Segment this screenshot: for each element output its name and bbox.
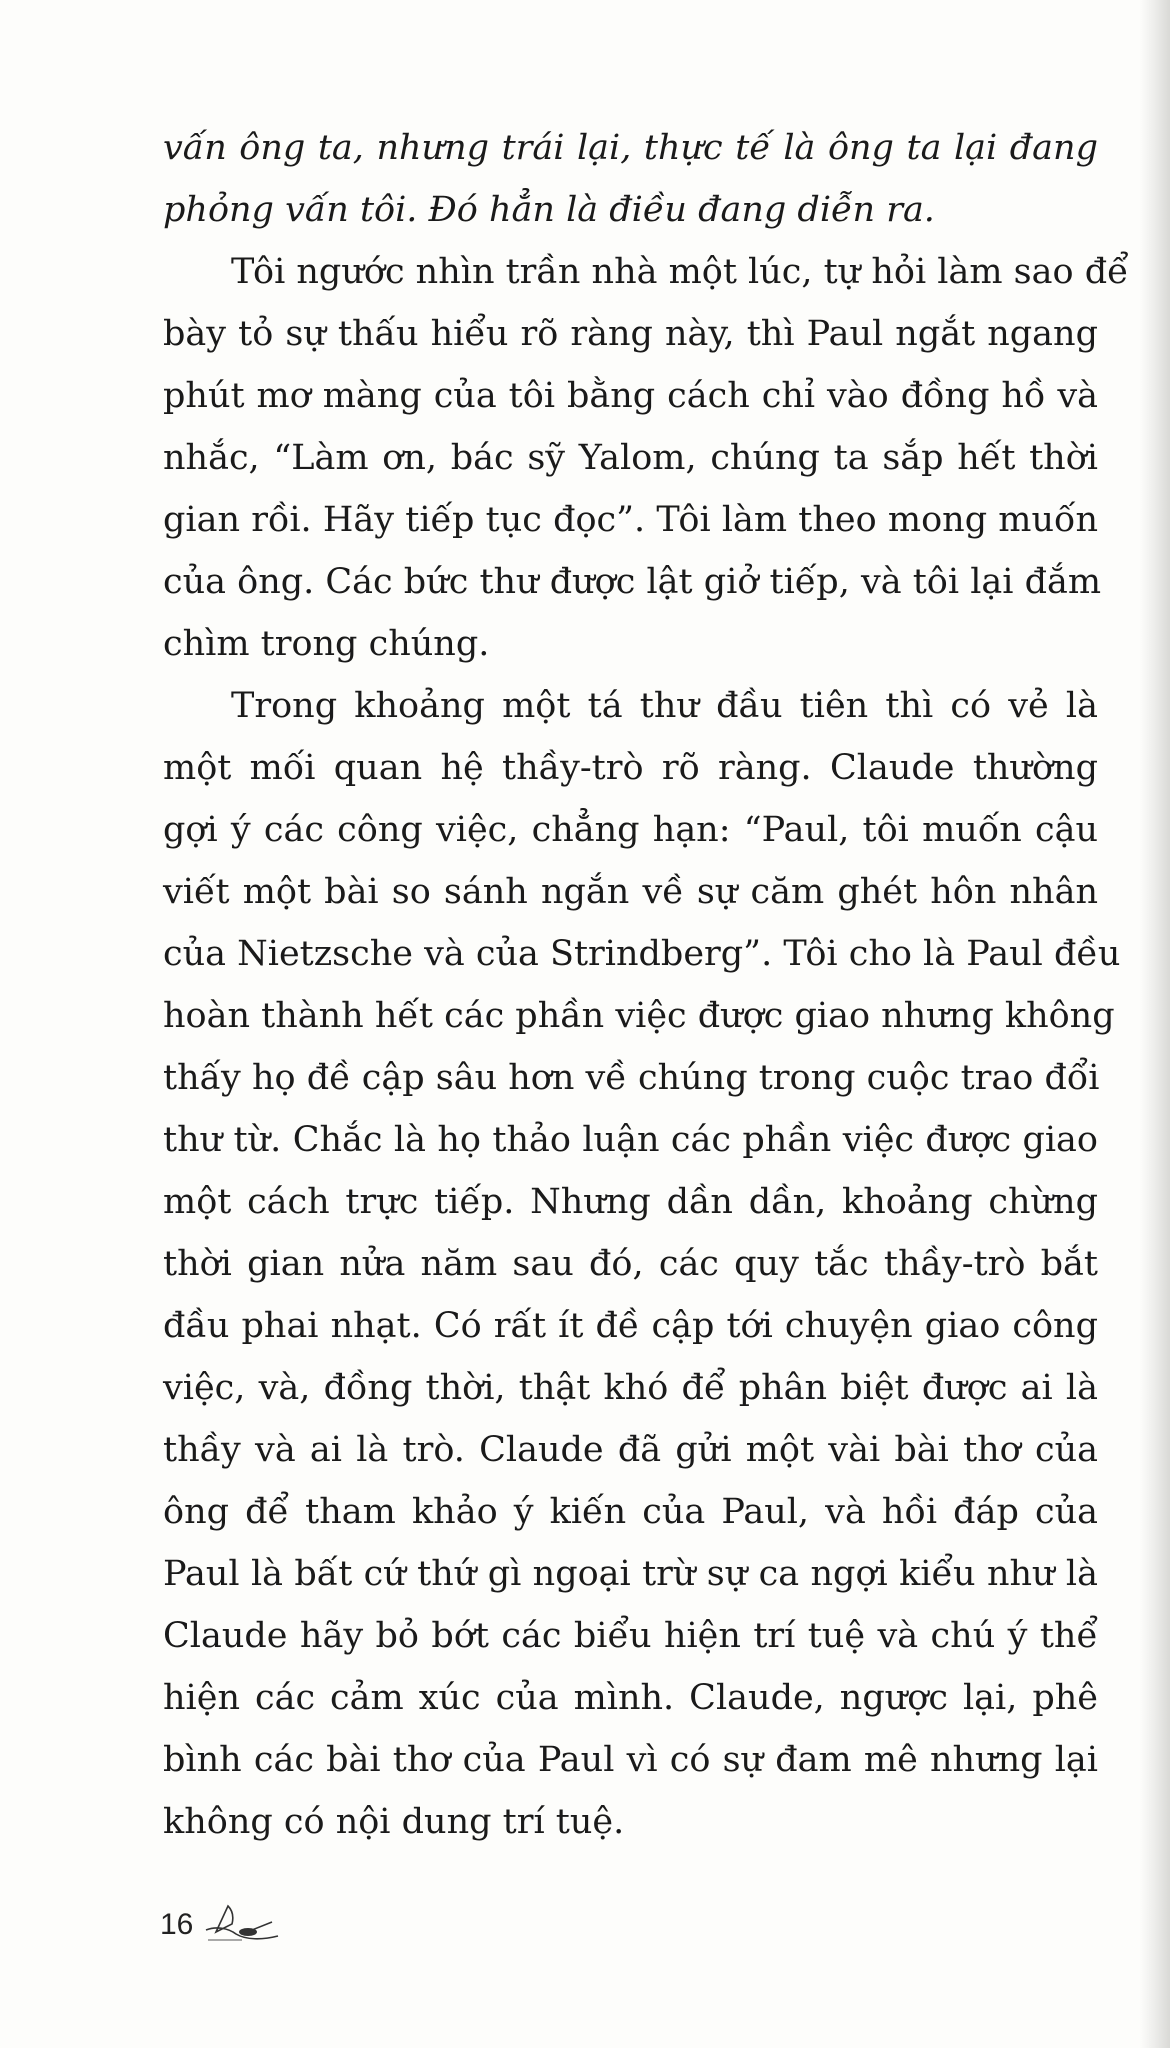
- text-line: gian rồi. Hãy tiếp tục đọc”. Tôi làm theo mong muốn: [163, 500, 1098, 540]
- text-line: bày tỏ sự thấu hiểu rõ ràng này, thì Paul ngắt ngang: [163, 314, 1098, 354]
- text-line: thời gian nửa năm sau đó, các quy tắc thầy-trò bắt: [163, 1244, 1098, 1284]
- text-line: thầy và ai là trò. Claude đã gửi một vài bài thơ của: [163, 1430, 1098, 1470]
- text-line: bình các bài thơ của Paul vì có sự đam mê nhưng lại: [163, 1740, 1098, 1780]
- text-line: thư từ. Chắc là họ thảo luận các phần việc được giao: [163, 1120, 1098, 1160]
- text-line: gợi ý các công việc, chẳng hạn: “Paul, tôi muốn cậu: [163, 810, 1098, 850]
- paragraph-1: [163, 117, 1098, 241]
- text-line: Trong khoảng một tá thư đầu tiên thì có vẻ là: [231, 686, 1098, 726]
- page-number: 16: [160, 1908, 194, 1941]
- text-line: việc, và, đồng thời, thật khó để phân biệt được ai là: [163, 1368, 1098, 1408]
- text-line: của Nietzsche và của Strindberg”. Tôi cho là Paul đều: [163, 934, 1121, 974]
- text-line: không có nội dung trí tuệ.: [163, 1802, 625, 1842]
- paragraph-3: [163, 675, 1121, 1853]
- page-footer: [160, 1900, 360, 1960]
- text-line: viết một bài so sánh ngắn về sự căm ghét hôn nhân: [163, 872, 1098, 912]
- text-line: hiện các cảm xúc của mình. Claude, ngược lại, phê: [163, 1678, 1098, 1718]
- text-line: thấy họ đề cập sâu hơn về chúng trong cuộc trao đổi: [163, 1058, 1100, 1098]
- paragraph-2: [163, 241, 1129, 675]
- body-text: [163, 117, 1129, 1853]
- quill-pen-icon: [202, 1900, 282, 1949]
- text-line: của ông. Các bức thư được lật giở tiếp, và tôi lại đắm: [163, 562, 1102, 602]
- text-line: Claude hãy bỏ bớt các biểu hiện trí tuệ và chú ý thể: [163, 1616, 1098, 1656]
- text-line: nhắc, “Làm ơn, bác sỹ Yalom, chúng ta sắp hết thời: [163, 438, 1098, 478]
- text-line: hoàn thành hết các phần việc được giao nhưng không: [163, 996, 1115, 1036]
- text-line: Paul là bất cứ thứ gì ngoại trừ sự ca ngợi kiểu như là: [163, 1554, 1098, 1594]
- text-line: phút mơ màng của tôi bằng cách chỉ vào đồng hồ và: [163, 376, 1098, 416]
- text-line: một cách trực tiếp. Nhưng dần dần, khoảng chừng: [163, 1182, 1098, 1222]
- text-line: phỏng vấn tôi. Đó hẳn là điều đang diễn ra.: [163, 190, 935, 230]
- text-line: đầu phai nhạt. Có rất ít đề cập tới chuyện giao công: [163, 1306, 1098, 1346]
- text-line: chìm trong chúng.: [163, 624, 490, 664]
- text-line: ông để tham khảo ý kiến của Paul, và hồi đáp của: [163, 1492, 1098, 1532]
- page-gutter-shadow: [1140, 0, 1170, 2048]
- text-line: một mối quan hệ thầy-trò rõ ràng. Claude thường: [163, 748, 1098, 788]
- text-line: vấn ông ta, nhưng trái lại, thực tế là ông ta lại đang: [163, 128, 1098, 168]
- text-line: Tôi ngước nhìn trần nhà một lúc, tự hỏi làm sao để: [231, 252, 1129, 292]
